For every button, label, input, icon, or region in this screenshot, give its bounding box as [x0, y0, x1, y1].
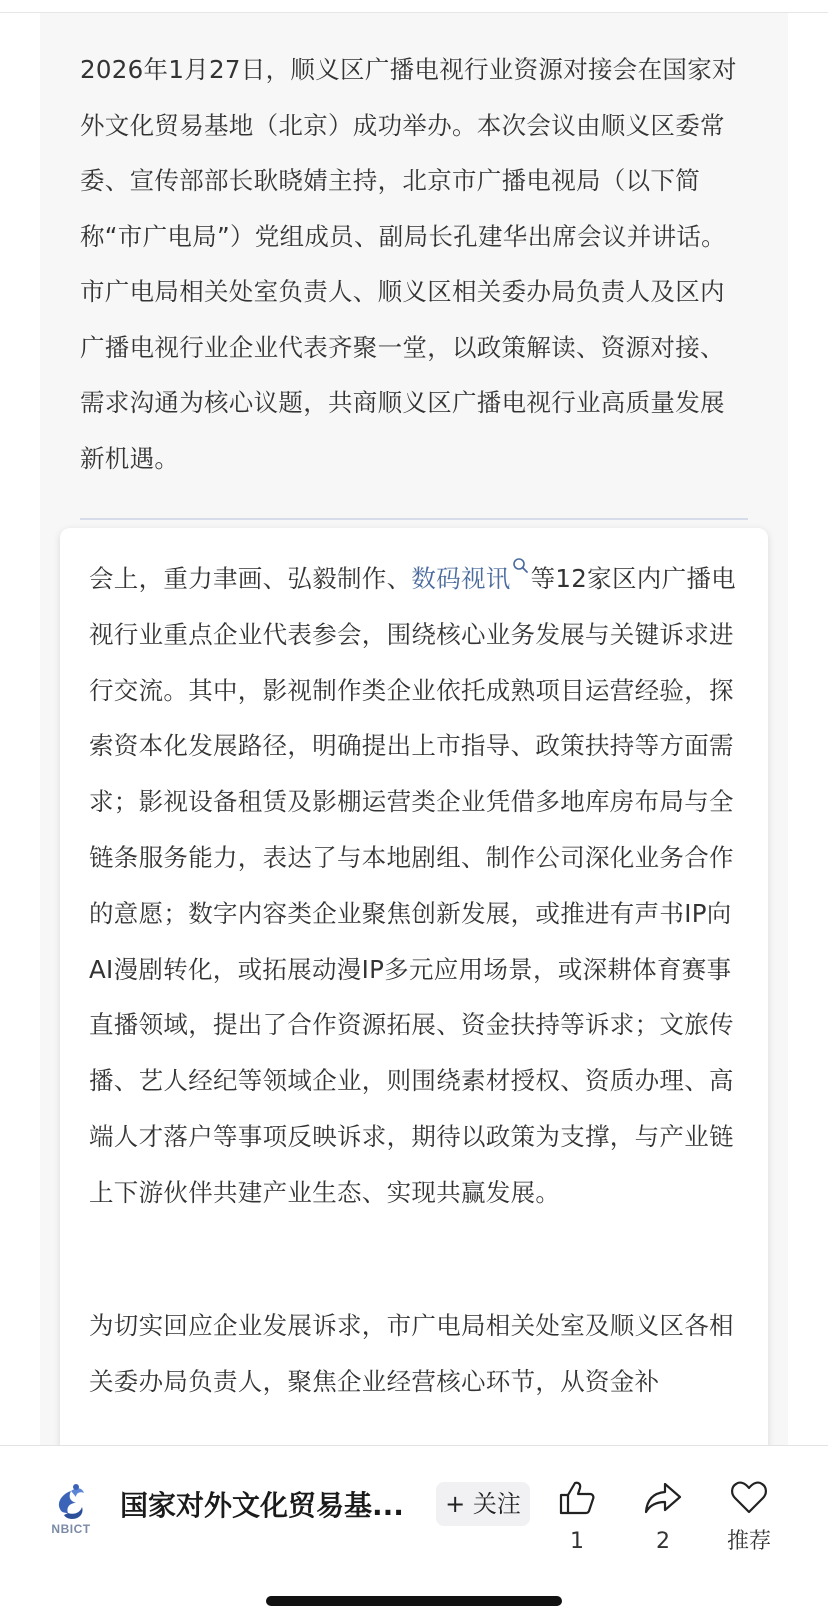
share-count: 2 [656, 1529, 670, 1554]
heart-icon [729, 1478, 769, 1518]
recommend-label: 推荐 [726, 1529, 771, 1554]
paragraph-text: 会上，重力聿画、弘毅制作、 [89, 564, 412, 593]
like-count: 1 [570, 1529, 584, 1554]
share-arrow-icon [643, 1478, 683, 1518]
recommend-button[interactable] [709, 1478, 789, 1556]
account-name[interactable]: 国家对外文化贸易基... [120, 1489, 404, 1522]
bottom-action-bar [0, 1445, 828, 1622]
search-icon[interactable] [511, 557, 531, 575]
card-paragraph-2: 为切实回应企业发展诉求，市广电局相关处室及顺义区各相关委办局负责人，聚焦企业经营核心环节，从资金补 [89, 1311, 734, 1396]
section-divider [80, 518, 748, 520]
quote-card [60, 528, 768, 1468]
card-paragraph-1 [89, 551, 739, 1221]
paragraph-text: 等12家区内广播电视行业重点企业代表参会，围绕核心业务发展与关键诉求进行交流。其中，影视制作类企业依托成熟项目运营经验，探索资本化发展路径，明确提出上市指导、政策扶持等方面需求；影视设备租赁及影棚运营类企业凭借多地库房布局与全链条服务能力，表达了与本地剧组、制作公司深化业务合作的意愿；数字内容类企业聚焦创新发展，或推进有声书IP向AI漫剧转化，或拓展动漫IP多元应用场景，或深耕体育赛事直播领域，提出了合作资源拓展、资金扶持等诉求；文旅传播、艺人经纪等领域企业，则围绕素材授权、资质办理、高端人才落户等事项反映诉求，期待以政策为支撑，与产业链上下游伙伴共建产业生态、实现共赢发展。 [89, 564, 736, 1207]
share-button[interactable] [623, 1478, 703, 1556]
account-logo-text: NBICT [51, 1522, 91, 1536]
keyword-link[interactable]: 数码视讯 [411, 564, 511, 593]
intro-paragraph: 2026年1月27日，顺义区广播电视行业资源对接会在国家对外文化贸易基地（北京）成功举办。本次会议由顺义区委常委、宣传部部长耿晓婧主持，北京市广播电视局（以下简称“市广电局”）党组成员、副局长孔建华出席会议并讲话。市广电局相关处室负责人、顺义区相关委办局负责人及区内广播电视行业企业代表齐聚一堂，以政策解读、资源对接、需求沟通为核心议题，共商顺义区广播电视行业高质量发展新机遇。 [80, 55, 737, 473]
follow-button[interactable]: + 关注 [436, 1482, 530, 1526]
like-button[interactable] [537, 1478, 617, 1556]
thumbs-up-icon [557, 1478, 597, 1518]
home-indicator[interactable] [266, 1596, 562, 1606]
